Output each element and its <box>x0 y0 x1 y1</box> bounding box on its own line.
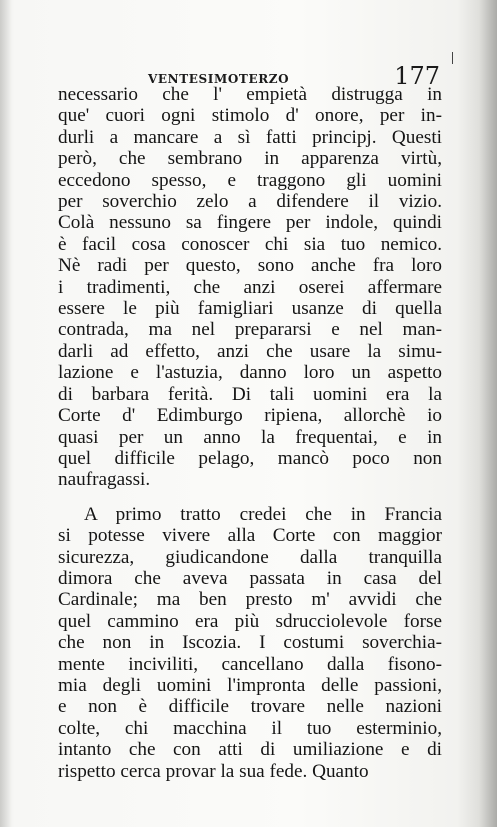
text-line: quel cammino era più sdrucciolevole forse <box>58 610 442 632</box>
running-head: VENTESIMOTERZO <box>148 72 290 86</box>
text-line: A primo tratto credei che in Francia <box>84 503 442 525</box>
text-line: sicurezza, giudicandone dalla tranquilla <box>58 546 442 568</box>
text-line: rispetto cerca provar la sua fede. Quanto <box>58 760 369 782</box>
text-line: que' cuori ogni stimolo d' onore, per in- <box>58 105 442 127</box>
text-line: dimora che aveva passata in casa del <box>58 567 442 589</box>
paragraph <box>58 504 442 782</box>
paragraph-gap <box>58 491 442 504</box>
binding-shadow <box>0 0 12 827</box>
text-line: si potesse vivere alla Corte con maggior <box>58 525 442 547</box>
text-line: mente inciviliti, cancellano dalla fisono- <box>58 653 442 675</box>
page-number: 177 <box>394 62 440 90</box>
text-line: intanto che con atti di umiliazione e di <box>58 739 442 761</box>
text-line: colte, chi macchina il tuo esterminio, <box>58 717 442 739</box>
text-line: quasi per un anno la frequentai, e in <box>58 426 442 448</box>
text-line: però, che sembrano in apparenza virtù, <box>58 148 442 170</box>
body-text <box>58 84 442 782</box>
text-line: durli a mancare a sì fatti principj. Questi <box>58 126 442 148</box>
text-line: lazione e l'astuzia, danno loro un aspetto <box>58 362 442 384</box>
text-line: Colà nessuno sa fingere per indole, quindi <box>58 212 442 234</box>
text-line: che non in Iscozia. I costumi soverchia- <box>58 632 442 654</box>
text-line: di barbara ferità. Di tali uomini era la <box>58 383 442 405</box>
text-line: eccedono spesso, e traggono gli uomini <box>58 169 442 191</box>
text-line: per soverchio zelo a difendere il vizio. <box>58 191 442 213</box>
text-line: è facil cosa conoscer chi sia tuo nemico. <box>58 233 442 255</box>
paragraph <box>58 84 442 491</box>
text-line: e non è difficile trovare nelle nazioni <box>58 696 442 718</box>
text-line: contrada, ma nel prepararsi e nel man- <box>58 319 442 341</box>
text-line: quel difficile pelago, mancò poco non <box>58 447 442 469</box>
page-edge-shadow <box>479 0 497 827</box>
text-line: darli ad effetto, anzi che usare la simu- <box>58 340 442 362</box>
text-line: Cardinale; ma ben presto m' avvidi che <box>58 589 442 611</box>
text-line: i tradimenti, che anzi oserei affermare <box>58 276 442 298</box>
text-line: necessario che l' empietà distrugga in <box>58 84 442 105</box>
text-line: mia degli uomini l'impronta delle passioni, <box>58 674 442 696</box>
text-line: Nè radi per questo, sono anche fra loro <box>58 255 442 277</box>
text-line: naufragassi. <box>58 469 151 491</box>
margin-mark <box>452 52 453 64</box>
text-line: Corte d' Edimburgo ripiena, allorchè io <box>58 405 442 427</box>
text-line: essere le più famigliari usanze di quella <box>58 298 442 320</box>
